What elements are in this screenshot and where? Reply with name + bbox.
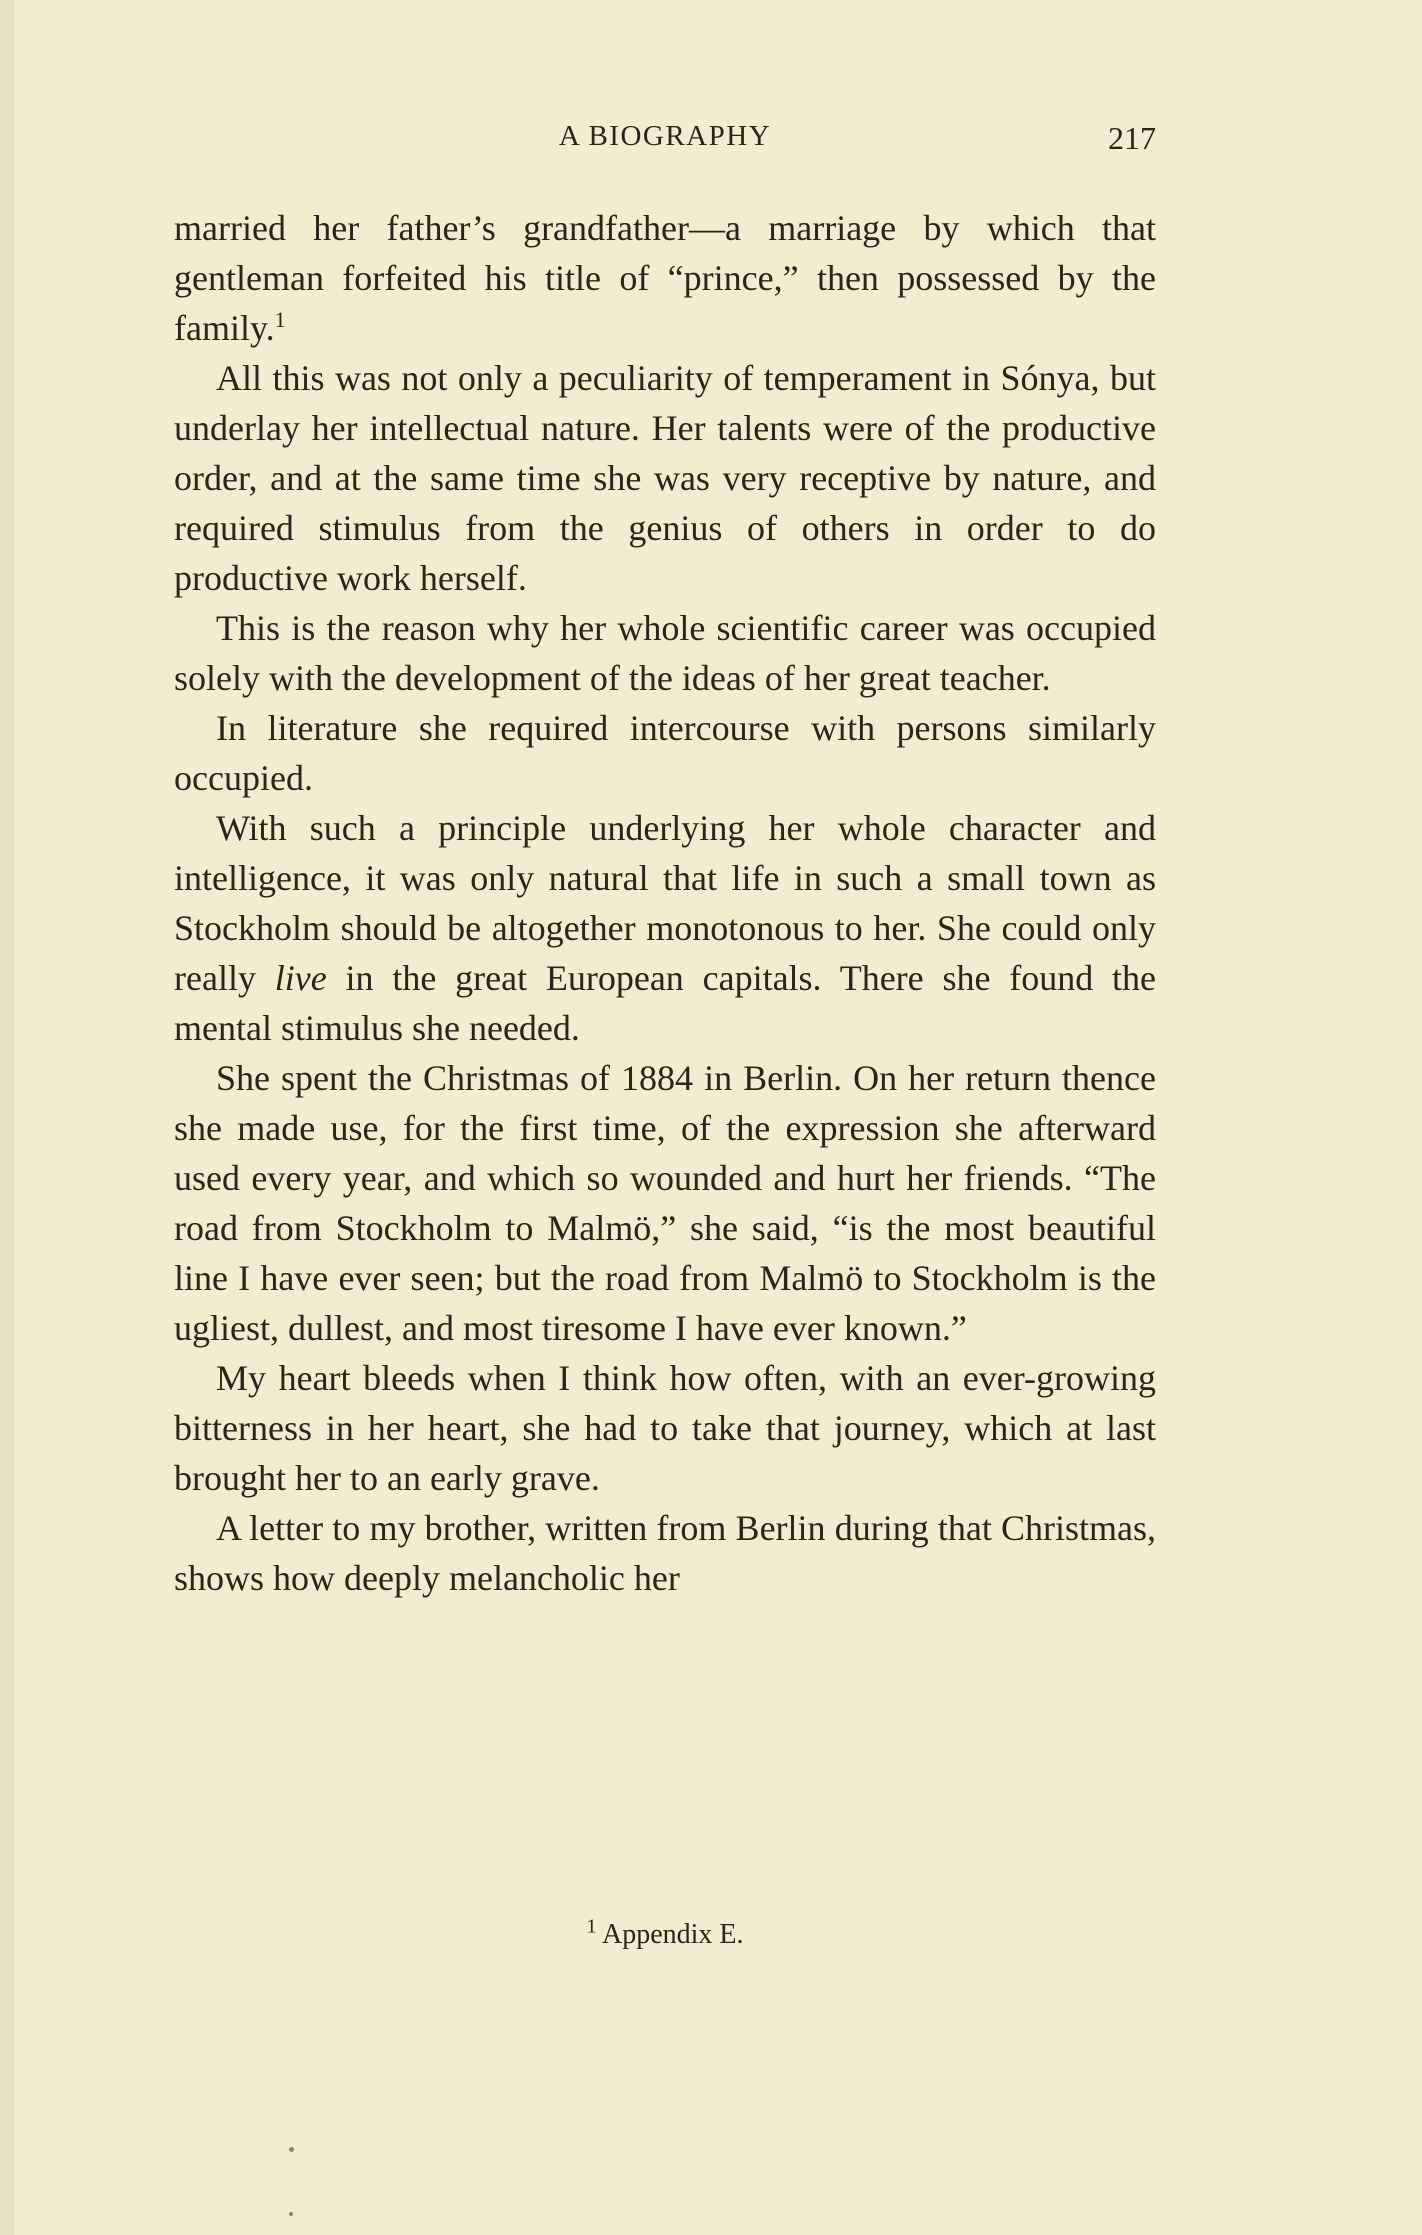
- page-edge-shadow: [0, 0, 14, 2235]
- paragraph-3: This is the reason why her whole scientific career was occupied solely with the development of the ideas of her great teacher.: [174, 608, 1156, 698]
- paragraph-1: [174, 203, 1156, 353]
- paragraph-1-text: married her father’s grandfather—a marriage by which that gentleman forfeited his title of “prince,” then possessed by the family.: [174, 208, 1156, 348]
- page-number: 217: [1108, 120, 1156, 156]
- page-header: [174, 120, 1156, 164]
- paragraph-4: In literature she required intercourse with persons similarly occupied.: [174, 708, 1156, 798]
- footnote-text: Appendix E.: [601, 1919, 744, 1950]
- emphasized-word: live: [274, 958, 327, 998]
- paragraph-2: All this was not only a peculiarity of temperament in Sónya, but underlay her intellectual nature. Her talents were of the productive order, and at the same time she was very receptive by nature, and required stimulus from the genius of others in order to do productive work herself.: [174, 358, 1156, 598]
- footnote-marker: 1: [586, 1915, 597, 1938]
- body-text: [174, 203, 1156, 1603]
- footnote-reference: 1: [274, 307, 286, 332]
- paper-speck: [289, 2147, 294, 2152]
- paragraph-5-text-after: in the great European capitals. There she found the mental stimulus she needed.: [174, 958, 1157, 1048]
- running-title: A BIOGRAPHY: [558, 120, 772, 152]
- paragraph-7: My heart bleeds when I think how often, with an ever-growing bitterness in her heart, she had to take that journey, which at last brought her to an early grave.: [174, 1358, 1156, 1498]
- paper-speck: [289, 2212, 293, 2216]
- footnote: [174, 1915, 1156, 1955]
- paragraph-5-text-before: With such a principle underlying her whole character and intelligence, it was only natural that life in such a small town as Stockholm should be altogether monotonous to her. She could only really: [174, 808, 1156, 998]
- paragraph-5: [174, 803, 1156, 1053]
- paragraph-8: A letter to my brother, written from Berlin during that Christmas, shows how deeply melancholic her: [174, 1508, 1156, 1598]
- paragraph-6: She spent the Christmas of 1884 in Berlin. On her return thence she made use, for the first time, of the expression she afterward used every year, and which so wounded and hurt her friends. “The road from Stockholm to Malmö,” she said, “is the most beautiful line I have ever seen; but the road from Malmö to Stockholm is the ugliest, dullest, and most tiresome I have ever known.”: [174, 1058, 1156, 1348]
